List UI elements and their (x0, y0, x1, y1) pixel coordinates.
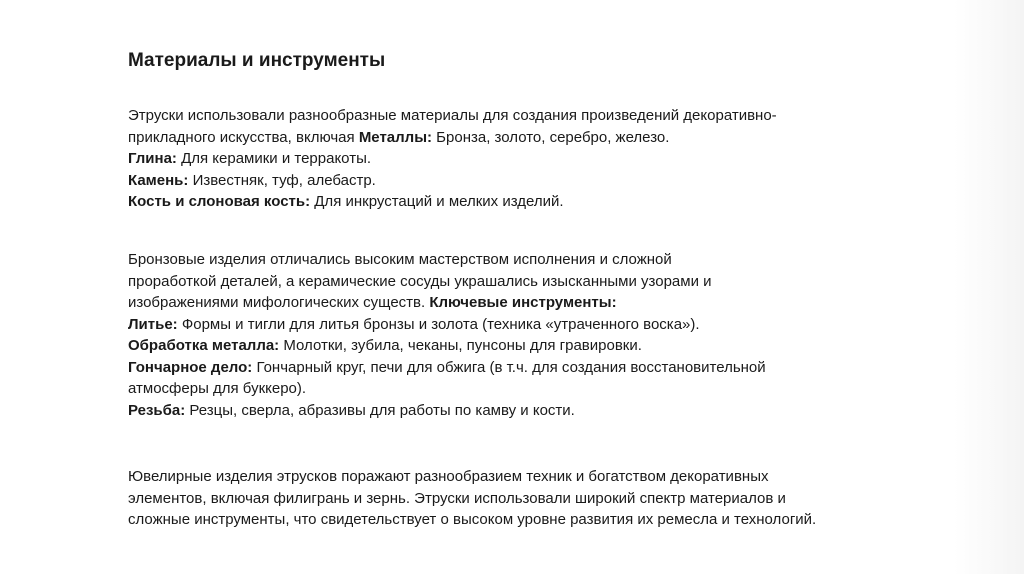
jewelry-line-1: Ювелирные изделия этрусков поражают разнообразием техник и богатством декоративных (128, 468, 769, 485)
bronze-line-3-text: изображениями мифологических существ. (128, 294, 430, 311)
materials-intro-line-1: Этруски использовали разнообразные материалы для создания произведений декоративно- (128, 107, 777, 124)
metalwork-text: Молотки, зубила, чеканы, пунсоны для гравировки. (279, 337, 642, 354)
casting-text: Формы и тигли для литья бронзы и золота (техника «утраченного воска»). (177, 315, 700, 333)
clay-text: Для керамики и терракоты. (176, 150, 372, 167)
tools-paragraph (128, 249, 828, 421)
pottery-line-2: атмосферы для буккеро). (128, 380, 307, 397)
edge-shading (954, 0, 1024, 574)
casting-label: Литье: (128, 315, 178, 333)
clay-label: Глина: (128, 150, 177, 167)
jewelry-line-2: элементов, включая филигрань и зернь. Этруски использовали широкий спектр материалов и (128, 489, 786, 507)
bronze-line-2: проработкой деталей, а керамические сосуды украшались изысканными узорами и (128, 272, 712, 290)
bronze-line-3 (128, 292, 828, 314)
pottery-text: Гончарный круг, печи для обжига (в т.ч. для создания восстановительной (252, 358, 766, 376)
metals-text: Бронза, золото, серебро, железо. (432, 128, 670, 146)
metalwork-line (128, 335, 828, 357)
pottery-label: Гончарное дело: (128, 358, 253, 376)
bronze-line-1: Бронзовые изделия отличались высоким мастерством исполнения и сложной (128, 251, 672, 268)
stone-label: Камень: (128, 171, 189, 189)
stone-text: Известняк, туф, алебастр. (188, 171, 376, 189)
carving-label: Резьба: (128, 401, 186, 419)
bone-text: Для инкрустаций и мелких изделий. (310, 193, 564, 210)
slide-title: Материалы и инструменты (128, 50, 386, 71)
metals-label: Металлы: (358, 128, 433, 146)
pottery-line (128, 357, 828, 379)
jewelry-line-3: сложные инструменты, что свидетельствует о высоком уровне развития их ремесла и технологий. (128, 511, 817, 528)
tools-label: Ключевые инструменты: (429, 294, 617, 311)
materials-intro-text: прикладного искусства, включая (128, 128, 359, 146)
bone-line (128, 191, 828, 213)
casting-line (128, 314, 828, 336)
carving-text: Резцы, сверла, абразивы для работы по камву и кости. (185, 401, 575, 419)
bone-label: Кость и слоновая кость: (128, 193, 311, 210)
materials-paragraph (128, 105, 828, 213)
materials-intro-line-2 (128, 127, 828, 149)
jewelry-paragraph (128, 466, 868, 531)
clay-line (128, 148, 828, 170)
carving-line (128, 400, 828, 422)
metalwork-label: Обработка металла: (128, 337, 280, 354)
stone-line (128, 170, 828, 192)
